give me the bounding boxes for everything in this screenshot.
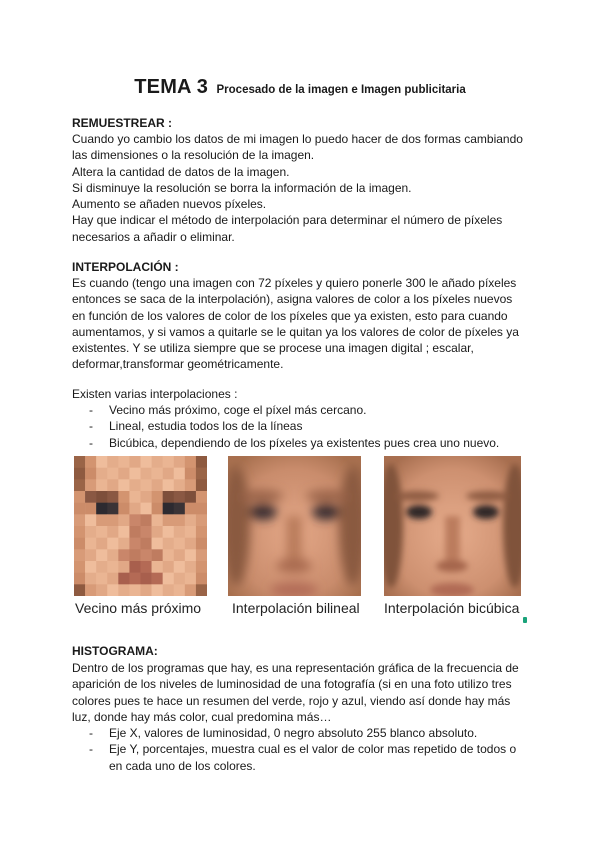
mosaic-pixel bbox=[141, 526, 152, 538]
mosaic-pixel bbox=[118, 456, 129, 468]
mosaic-pixel bbox=[152, 538, 163, 550]
mosaic-pixel bbox=[163, 514, 174, 526]
mosaic-pixel bbox=[163, 526, 174, 538]
mosaic-pixel bbox=[74, 456, 85, 468]
mosaic-pixel bbox=[118, 561, 129, 573]
list-item: - Bicúbica, dependiendo de los píxeles ya existentes pues crea uno nuevo. bbox=[89, 435, 500, 450]
text-line: existentes. Y se utiliza siempre que se procese una imagen digital ; escalar, bbox=[72, 341, 474, 356]
mosaic-pixel bbox=[129, 584, 140, 596]
mosaic-pixel bbox=[196, 479, 207, 491]
mosaic-pixel bbox=[152, 573, 163, 585]
mosaic-pixel bbox=[185, 561, 196, 573]
mosaic-pixel bbox=[74, 514, 85, 526]
mosaic-pixel bbox=[152, 479, 163, 491]
mosaic-pixel bbox=[85, 503, 96, 515]
mosaic-pixel bbox=[85, 561, 96, 573]
mosaic-pixel bbox=[118, 514, 129, 526]
text-line: Dentro de los programas que hay, es una representación gráfica de la frecuencia de bbox=[72, 661, 519, 675]
text-line: Cuando yo cambio los datos de mi imagen lo puedo hacer de dos formas cambiando bbox=[72, 132, 523, 146]
mosaic-pixel bbox=[196, 468, 207, 480]
mosaic-pixel bbox=[85, 584, 96, 596]
caption-bilinear: Interpolación bilineal bbox=[232, 600, 360, 616]
mosaic-pixel bbox=[96, 491, 107, 503]
mosaic-pixel bbox=[96, 503, 107, 515]
mosaic-pixel bbox=[85, 456, 96, 468]
mosaic-pixel bbox=[196, 526, 207, 538]
mosaic-pixel bbox=[174, 491, 185, 503]
mosaic-pixel bbox=[185, 456, 196, 468]
paragraph-histograma bbox=[72, 660, 542, 725]
mosaic-pixel bbox=[74, 526, 85, 538]
mosaic-pixel bbox=[152, 468, 163, 480]
mosaic-pixel bbox=[174, 526, 185, 538]
text-line: colores pues te hace un resumen del verde, rojo y azul, viendo así donde hay más bbox=[72, 693, 511, 708]
mosaic-pixel bbox=[185, 468, 196, 480]
mosaic-pixel bbox=[185, 549, 196, 561]
mosaic-pixel bbox=[107, 479, 118, 491]
mosaic-pixel bbox=[163, 491, 174, 503]
mosaic-pixel bbox=[85, 573, 96, 585]
mosaic-pixel bbox=[107, 538, 118, 550]
mosaic-pixel bbox=[74, 549, 85, 561]
text-line: Altera la cantidad de datos de la imagen. bbox=[72, 164, 290, 179]
mosaic-pixel bbox=[163, 561, 174, 573]
text-line: Aumento se añaden nuevos píxeles. bbox=[72, 197, 267, 212]
mosaic-pixel bbox=[196, 573, 207, 585]
mosaic-pixel bbox=[196, 491, 207, 503]
mosaic-pixel bbox=[85, 538, 96, 550]
mosaic-pixel bbox=[163, 479, 174, 491]
mosaic-pixel bbox=[96, 468, 107, 480]
paragraph-interpolacion bbox=[72, 275, 542, 373]
face-image-nearest-neighbor bbox=[74, 456, 207, 596]
mosaic-pixel bbox=[196, 561, 207, 573]
mosaic-pixel bbox=[107, 491, 118, 503]
mosaic-pixel bbox=[152, 561, 163, 573]
mosaic-pixel bbox=[129, 468, 140, 480]
mosaic-pixel bbox=[129, 491, 140, 503]
accent-mark bbox=[523, 617, 527, 623]
mosaic-pixel bbox=[129, 526, 140, 538]
heading-histograma: HISTOGRAMA: bbox=[72, 644, 158, 658]
text-line: Si disminuye la resolución se borra la información de la imagen. bbox=[72, 180, 412, 195]
mosaic-pixel bbox=[107, 549, 118, 561]
mosaic-pixel bbox=[163, 549, 174, 561]
mosaic-pixel bbox=[163, 503, 174, 515]
mosaic-pixel bbox=[129, 561, 140, 573]
mosaic-pixel bbox=[196, 503, 207, 515]
mosaic-pixel bbox=[174, 584, 185, 596]
mosaic-pixel bbox=[152, 549, 163, 561]
mosaic-pixel bbox=[185, 514, 196, 526]
histograma-list bbox=[72, 725, 542, 774]
mosaic-pixel bbox=[118, 538, 129, 550]
mosaic-pixel bbox=[96, 584, 107, 596]
mosaic-pixel bbox=[118, 468, 129, 480]
mosaic-pixel bbox=[96, 561, 107, 573]
mosaic-pixel bbox=[107, 526, 118, 538]
title-number: TEMA 3 bbox=[134, 76, 209, 98]
mosaic-pixel bbox=[85, 549, 96, 561]
mosaic-pixel bbox=[96, 538, 107, 550]
face-image-bilinear bbox=[228, 456, 361, 596]
mosaic-pixel bbox=[107, 456, 118, 468]
text-line: aumentamos, y si vamos a quitarle se le quitan ya los valores de color de píxeles ya bbox=[72, 324, 519, 339]
mosaic-pixel bbox=[141, 503, 152, 515]
mosaic-pixel bbox=[141, 456, 152, 468]
mosaic-pixel bbox=[107, 514, 118, 526]
mosaic-pixel bbox=[152, 456, 163, 468]
mosaic-pixel bbox=[74, 503, 85, 515]
mosaic-pixel bbox=[107, 561, 118, 573]
mosaic-pixel bbox=[129, 503, 140, 515]
mosaic-pixel bbox=[185, 491, 196, 503]
mosaic-pixel bbox=[107, 573, 118, 585]
mosaic-pixel bbox=[129, 514, 140, 526]
mosaic-pixel bbox=[118, 479, 129, 491]
mosaic-pixel bbox=[185, 584, 196, 596]
mosaic-pixel bbox=[174, 538, 185, 550]
mosaic-pixel bbox=[74, 573, 85, 585]
mosaic-pixel bbox=[185, 479, 196, 491]
mosaic-pixel bbox=[163, 584, 174, 596]
mosaic-pixel bbox=[74, 491, 85, 503]
mosaic-pixel bbox=[196, 549, 207, 561]
mosaic-pixel bbox=[141, 468, 152, 480]
mosaic-pixel bbox=[163, 538, 174, 550]
heading-remuestrear: REMUESTREAR : bbox=[72, 116, 173, 130]
mosaic-pixel bbox=[129, 573, 140, 585]
mosaic-pixel bbox=[185, 526, 196, 538]
list-item: - Eje X, valores de luminosidad, 0 negro absoluto 255 blanco absoluto. bbox=[89, 726, 478, 740]
mosaic-pixel bbox=[74, 538, 85, 550]
mosaic-pixel bbox=[152, 526, 163, 538]
caption-bicubic: Interpolación bicúbica bbox=[384, 600, 520, 616]
mosaic-pixel bbox=[152, 491, 163, 503]
mosaic-pixel bbox=[85, 468, 96, 480]
mosaic-pixel bbox=[129, 549, 140, 561]
text-line: en función de los valores de color de los píxeles que ya existen, esto para cuando bbox=[72, 308, 508, 323]
mosaic-pixel bbox=[152, 503, 163, 515]
mosaic-pixel bbox=[85, 526, 96, 538]
pixelated-face bbox=[74, 456, 207, 596]
mosaic-pixel bbox=[141, 491, 152, 503]
mosaic-pixel bbox=[141, 584, 152, 596]
mosaic-pixel bbox=[129, 456, 140, 468]
mosaic-pixel bbox=[196, 456, 207, 468]
text-line: las dimensiones o la resolución de la imagen. bbox=[72, 148, 315, 163]
mosaic-pixel bbox=[174, 456, 185, 468]
list-item: - Eje Y, porcentajes, muestra cual es el valor de color mas repetido de todos o en cada uno de los colores. bbox=[89, 742, 517, 773]
text-line: aparición de los niveles de luminosidad de una fotografía (si en una foto utilizo tres bbox=[72, 677, 512, 692]
mosaic-pixel bbox=[118, 503, 129, 515]
heading-interpolacion: INTERPOLACIÓN : bbox=[72, 260, 179, 274]
title-subtitle: Procesado de la imagen e Imagen publicitaria bbox=[216, 84, 466, 96]
text-line: luz, donde hay más color, cual predomina más… bbox=[72, 709, 332, 724]
mosaic-pixel bbox=[118, 526, 129, 538]
mosaic-pixel bbox=[141, 573, 152, 585]
mosaic-pixel bbox=[107, 584, 118, 596]
mosaic-pixel bbox=[196, 538, 207, 550]
mosaic-pixel bbox=[118, 491, 129, 503]
mosaic-pixel bbox=[141, 479, 152, 491]
mosaic-pixel bbox=[85, 479, 96, 491]
list-item: - Lineal, estudia todos los de la líneas bbox=[89, 419, 303, 434]
mosaic-pixel bbox=[118, 584, 129, 596]
mosaic-pixel bbox=[163, 456, 174, 468]
mosaic-pixel bbox=[74, 561, 85, 573]
mosaic-pixel bbox=[152, 584, 163, 596]
mosaic-pixel bbox=[96, 526, 107, 538]
mosaic-pixel bbox=[174, 468, 185, 480]
text-line: entonces se saca de la interpolación), asigna valores de color a los píxeles nuevos bbox=[72, 292, 513, 307]
mosaic-pixel bbox=[174, 561, 185, 573]
mosaic-pixel bbox=[185, 573, 196, 585]
paragraph-remuestrear bbox=[72, 131, 542, 245]
text-line: Es cuando (tengo una imagen con 72 píxeles y quiero ponerle 300 le añado píxeles bbox=[72, 276, 517, 290]
text-line: necesarios a añadir o eliminar. bbox=[72, 229, 235, 244]
mosaic-pixel bbox=[163, 573, 174, 585]
mosaic-pixel bbox=[129, 479, 140, 491]
mosaic-pixel bbox=[118, 549, 129, 561]
mosaic-pixel bbox=[74, 468, 85, 480]
mosaic-pixel bbox=[74, 479, 85, 491]
mosaic-pixel bbox=[141, 514, 152, 526]
mosaic-pixel bbox=[107, 503, 118, 515]
mosaic-pixel bbox=[129, 538, 140, 550]
face-image-bicubic bbox=[384, 456, 521, 596]
mosaic-pixel bbox=[185, 538, 196, 550]
mosaic-pixel bbox=[96, 514, 107, 526]
mosaic-pixel bbox=[163, 468, 174, 480]
mosaic-pixel bbox=[141, 538, 152, 550]
caption-nearest-neighbor: Vecino más próximo bbox=[75, 600, 202, 616]
mosaic-pixel bbox=[96, 549, 107, 561]
mosaic-pixel bbox=[96, 479, 107, 491]
mosaic-pixel bbox=[85, 491, 96, 503]
list-item: - Vecino más próximo, coge el píxel más cercano. bbox=[89, 403, 367, 417]
mosaic-pixel bbox=[174, 479, 185, 491]
interpolaciones-intro: Existen varias interpolaciones : bbox=[72, 387, 238, 401]
mosaic-pixel bbox=[85, 514, 96, 526]
mosaic-pixel bbox=[96, 456, 107, 468]
mosaic-pixel bbox=[74, 584, 85, 596]
mosaic-pixel bbox=[96, 573, 107, 585]
mosaic-pixel bbox=[196, 584, 207, 596]
bicubic-face bbox=[384, 456, 521, 596]
mosaic-pixel bbox=[196, 514, 207, 526]
blurred-face bbox=[228, 456, 361, 596]
interpolaciones-list bbox=[72, 402, 542, 451]
text-line: Hay que indicar el método de interpolación para determinar el número de píxeles bbox=[72, 213, 503, 228]
mosaic-pixel bbox=[174, 573, 185, 585]
mosaic-pixel bbox=[174, 503, 185, 515]
text-line: deformar,transformar geométricamente. bbox=[72, 357, 284, 372]
mosaic-pixel bbox=[141, 549, 152, 561]
mosaic-pixel bbox=[107, 468, 118, 480]
mosaic-pixel bbox=[174, 514, 185, 526]
mosaic-pixel bbox=[185, 503, 196, 515]
mosaic-pixel bbox=[152, 514, 163, 526]
page-title bbox=[0, 76, 600, 99]
mosaic-pixel bbox=[174, 549, 185, 561]
mosaic-pixel bbox=[141, 561, 152, 573]
mosaic-pixel bbox=[118, 573, 129, 585]
